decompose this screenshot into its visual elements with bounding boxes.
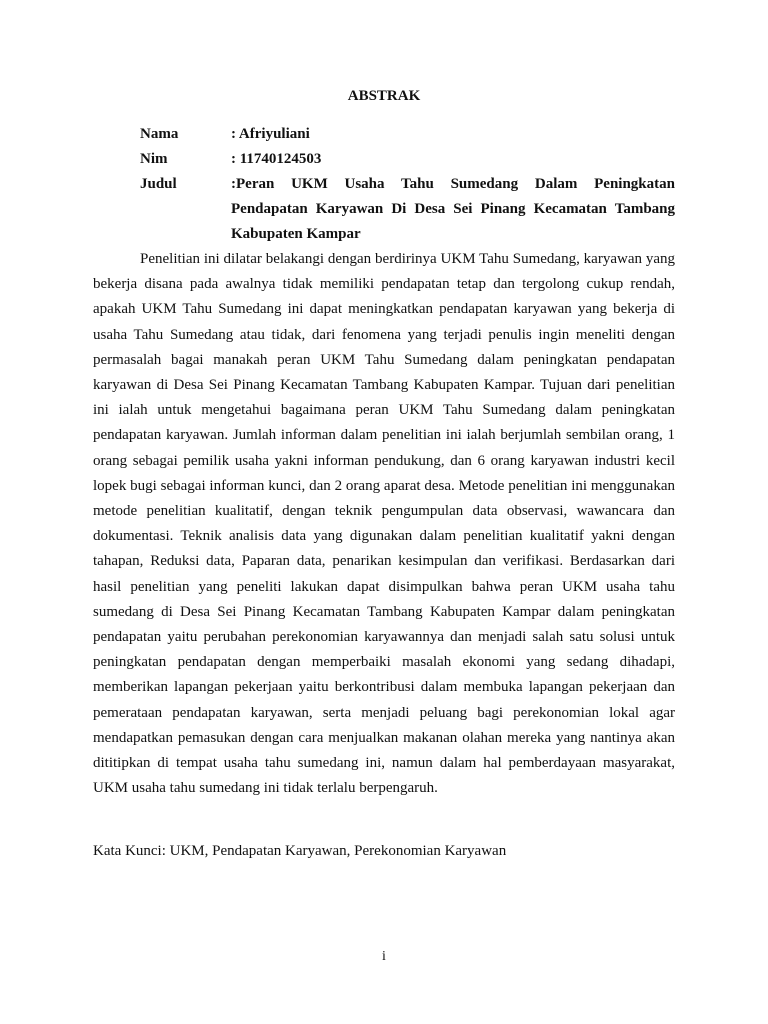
name-value: : Afriyuliani (231, 126, 310, 142)
judul-label: Judul (140, 176, 177, 192)
abstract-body: Penelitian ini dilatar belakangi dengan berdirinya UKM Tahu Sumedang, karyawan yang bekerja disana pada awalnya tidak memiliki pendapatan tetap dan tergolong cukup rendah, apakah UKM Tahu Sumedang ini dapat meningkatkan pendapatan karyawan yang bekerja di usaha Tahu Sumedang atau tidak, dari fenomena yang terjadi penulis ingin meneliti dengan permasalah bagai manakah peran UKM Tahu Sumedang dalam peningkatan pendapatan karyawan di Desa Sei Pinang Kecamatan Tambang Kabupaten Kampar. Tujuan dari penelitian ini ialah untuk mengetahui bagaimana peran UKM Tahu Sumedang dalam peningkatan pendapatan karyawan. Jumlah informan dalam penelitian ini ialah berjumlah sembilan orang, 1 orang sebagai pemilik usaha yakni informan pendukung, dan 6 orang karyawan industri kecil lopek bugi sebagai informan kunci, dan 2 orang aparat desa. Metode penelitian ini menggunakan metode penelitian kualitatif, dengan teknik pengumpulan data observasi, wawancara dan dokumentasi. Teknik analisis data yang digunakan dalam penelitian kualitatif yakni dengan tahapan, Reduksi data, Paparan data, penarikan kesimpulan dan verifikasi. Berdasarkan dari hasil penelitian yang peneliti lakukan dapat disimpulkan bahwa peran UKM usaha tahu sumedang di Desa Sei Pinang Kecamatan Tambang Kabupaten Kampar dalam peningkatan pendapatan yaitu perubahan perekonomian karyawannya dan menjadi salah satu solusi untuk peningkatan pendapatan dengan memperbaiki masalah ekonomi yang sedang dihadapi, memberikan lapangan pekerjaan yaitu berkontribusi dalam membuka lapangan pekerjaan dan pemerataan pendapatan karyawan, serta menjadi peluang bagi perekonomian lokal agar mendapatkan pemasukan dengan cara menjualkan makanan olahan mereka yang nantinya akan dititipkan di tempat usaha tahu sumedang ini, namun dalam hal pemberdayaan masyarakat, UKM usaha tahu sumedang ini tidak terlalu berpengaruh. (93, 251, 675, 797)
page-number: i (382, 949, 386, 964)
abstract-title: ABSTRAK (347, 88, 421, 104)
identity-block (140, 122, 675, 172)
nim-row (140, 147, 675, 172)
judul-value: :Peran UKM Usaha Tahu Sumedang Dalam Peningkatan Pendapatan Karyawan Di Desa Sei Pinang Kecamatan Tambang Kabupaten Kampar (231, 176, 675, 242)
nim-value: : 11740124503 (231, 151, 322, 167)
name-row (140, 122, 675, 147)
name-label: Nama (140, 126, 179, 142)
nim-label: Nim (140, 151, 168, 167)
keywords-line: Kata Kunci: UKM, Pendapatan Karyawan, Perekonomian Karyawan (93, 843, 507, 859)
